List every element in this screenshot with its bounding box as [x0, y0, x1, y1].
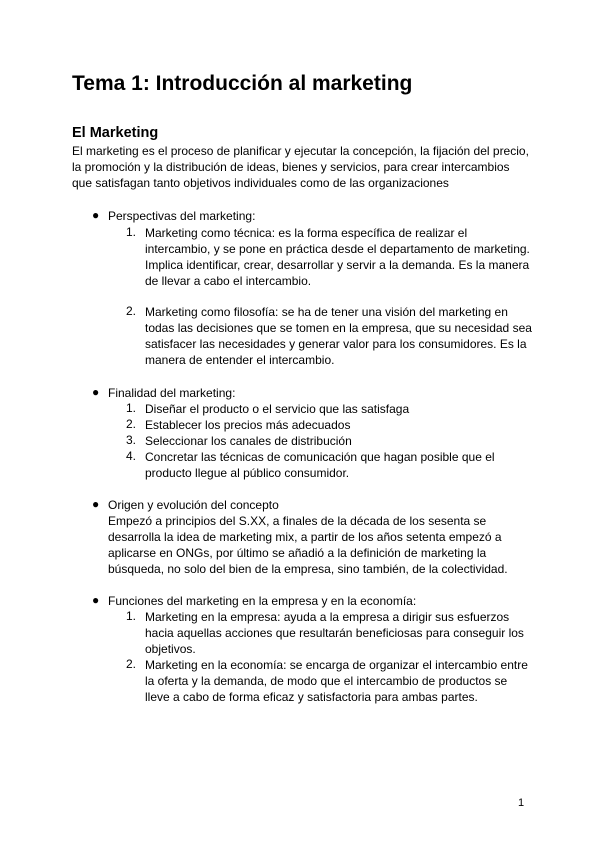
page-title: Tema 1: Introducción al marketing	[72, 72, 413, 95]
funciones-label: Funciones del marketing en la empresa y en la economía:	[108, 594, 417, 608]
list-number: 4.	[126, 449, 137, 463]
perspectiva-item-1: Marketing como técnica: es la forma específica de realizar el intercambio, y se pone en práctica desde el departamento de marketing. Implica identificar, crear, desarrollar y servir a la demanda. Es la manera de llevar a cabo el intercambio.	[145, 226, 530, 288]
bullet-icon: ●	[92, 593, 100, 607]
finalidad-item-1: Diseñar el producto o el servicio que las satisfaga	[145, 402, 410, 416]
funciones-item-2: Marketing en la economía: se encarga de organizar el intercambio entre la oferta y la demanda, de modo que el intercambio de productos se lleve a cabo de forma eficaz y satisfactoria para ambas partes.	[145, 658, 528, 704]
list-number: 2.	[126, 304, 137, 318]
finalidad-item-4: Concretar las técnicas de comunicación que hagan posible que el producto llegue al público consumidor.	[145, 450, 495, 480]
finalidad-item-2: Establecer los precios más adecuados	[145, 418, 351, 432]
list-number: 3.	[126, 433, 137, 447]
funciones-item-1: Marketing en la empresa: ayuda a la empresa a dirigir sus esfuerzos hacia aquellas acciones que resultarán beneficiosas para conseguir los objetivos.	[145, 610, 524, 656]
perspectiva-item-2: Marketing como filosofía: se ha de tener una visión del marketing en todas las decisiones que se tomen en la empresa, que su necesidad sea satisfacer las necesidades y generar valor para los consumidores. Es la manera de entender el intercambio.	[145, 305, 532, 367]
list-number: 1.	[126, 401, 137, 415]
page-number: 1	[518, 797, 525, 809]
bullet-icon: ●	[92, 497, 100, 511]
list-number: 1.	[126, 609, 137, 623]
finalidad-label: Finalidad del marketing:	[108, 386, 236, 400]
finalidad-item-3: Seleccionar los canales de distribución	[145, 434, 352, 448]
list-number: 1.	[126, 225, 137, 239]
intro-paragraph: El marketing es el proceso de planificar y ejecutar la concepción, la fijación del precio, la promoción y la distribución de ideas, bienes y servicios, para crear intercambios que satisfagan tanto objetivos individuales como de las organizaciones	[72, 144, 529, 190]
bullet-icon: ●	[92, 385, 100, 399]
origen-paragraph: Empezó a principios del S.XX, a finales de la década de los sesenta se desarrolla la idea de marketing mix, a partir de los años setenta empezó a aplicarse en ONGs, por último se añadió a la definición de marketing la búsqueda, no solo del bien de la empresa, sino también, de la colectividad.	[108, 514, 508, 576]
perspectivas-label: Perspectivas del marketing:	[108, 209, 256, 223]
section-heading: El Marketing	[72, 125, 159, 141]
bullet-icon: ●	[92, 208, 100, 222]
list-number: 2.	[126, 417, 137, 431]
origen-label: Origen y evolución del concepto	[108, 498, 279, 512]
list-number: 2.	[126, 657, 137, 671]
